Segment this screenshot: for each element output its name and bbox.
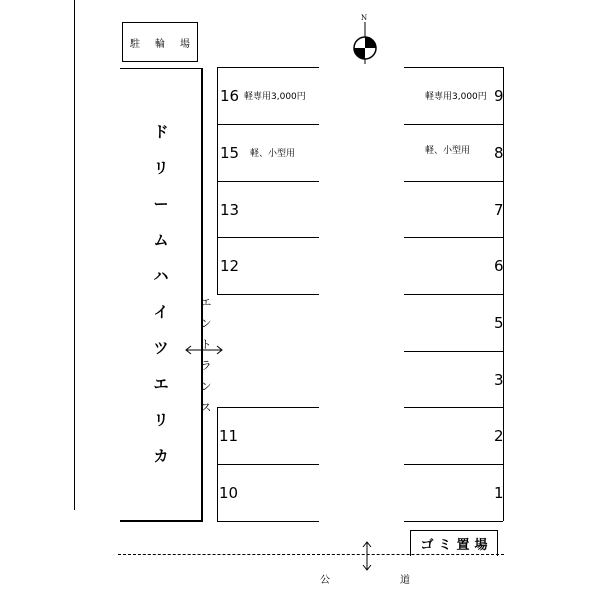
entrance-char-3: ト — [200, 338, 212, 351]
building-name-char-8: エ — [153, 375, 169, 393]
space-number-1: 1 — [494, 484, 504, 502]
right-divider-7 — [404, 464, 503, 465]
entrance-char-1: エ — [200, 296, 212, 309]
space-number-5: 5 — [494, 314, 504, 332]
space-number-13: 13 — [220, 201, 240, 219]
space-number-9: 9 — [494, 87, 504, 105]
garbage-area — [410, 530, 498, 556]
road-label-1: 公 — [320, 575, 330, 586]
parking-top-left — [217, 67, 319, 68]
left-divider-6 — [217, 464, 319, 465]
north-arrow-icon — [350, 22, 380, 64]
building-name-char-6: イ — [153, 303, 169, 321]
space-number-10: 10 — [219, 484, 239, 502]
garbage-label-1: ゴ — [420, 538, 434, 553]
road-access-arrow-icon — [361, 540, 373, 572]
building-name-char-3: ー — [153, 195, 169, 213]
space-number-11: 11 — [219, 427, 239, 445]
entrance-char-5: ン — [200, 380, 212, 393]
site-boundary-left — [74, 0, 75, 510]
left-divider-3 — [217, 237, 319, 238]
left-divider-7 — [217, 521, 319, 522]
space-number-8: 8 — [494, 144, 504, 162]
left-divider-5 — [217, 407, 319, 408]
garbage-label-4: 場 — [474, 538, 488, 553]
right-divider-5 — [404, 351, 503, 352]
left-divider-4 — [217, 294, 319, 295]
bicycle-parking-label-1: 駐 — [130, 38, 140, 50]
garbage-label-2: ミ — [438, 538, 452, 553]
bicycle-parking-label-3: 場 — [180, 38, 190, 50]
building-name-char-7: ツ — [153, 339, 169, 357]
right-divider-8 — [404, 521, 503, 522]
parking-top-right — [404, 67, 503, 68]
building-name-char-10: カ — [153, 447, 169, 465]
space-note-9: 軽専用3,000円 — [425, 92, 487, 102]
road-label-2: 道 — [400, 575, 410, 586]
space-number-12: 12 — [220, 257, 240, 275]
right-divider-2 — [404, 181, 503, 182]
space-number-7: 7 — [494, 201, 504, 219]
right-divider-6 — [404, 407, 503, 408]
bicycle-parking — [122, 22, 198, 62]
building-name-char-2: リ — [153, 159, 169, 177]
space-number-6: 6 — [494, 257, 504, 275]
entrance-label — [198, 294, 214, 415]
building-name — [148, 121, 174, 466]
space-number-15: 15 — [220, 144, 240, 162]
space-note-8: 軽、小型用 — [425, 146, 471, 156]
left-divider-2 — [217, 181, 319, 182]
public-road-label — [320, 571, 410, 586]
building-dream-heights-erika — [120, 68, 203, 522]
building-name-char-9: リ — [153, 411, 169, 429]
north-label: N — [361, 14, 368, 22]
building-name-char-1: ド — [153, 123, 169, 141]
parking-right-edge — [503, 67, 504, 521]
left-divider-1 — [217, 124, 319, 125]
right-divider-4 — [404, 294, 503, 295]
building-name-char-4: ム — [153, 231, 169, 249]
compass — [350, 14, 380, 64]
space-note-16: 軽専用3,000円 — [244, 92, 306, 102]
space-number-16: 16 — [220, 87, 240, 105]
entrance-char-4: ラ — [200, 359, 212, 372]
space-number-3: 3 — [494, 371, 504, 389]
entrance-char-2: ン — [200, 317, 212, 330]
garbage-label-3: 置 — [456, 538, 470, 553]
space-number-2: 2 — [494, 427, 504, 445]
right-divider-3 — [404, 237, 503, 238]
building-name-char-5: ハ — [153, 267, 169, 285]
space-note-15: 軽、小型用 — [250, 149, 296, 159]
road-boundary-dashed — [118, 554, 504, 555]
entrance-char-6: ス — [200, 401, 212, 414]
bicycle-parking-label-2: 輪 — [155, 38, 165, 50]
right-divider-1 — [404, 124, 503, 125]
